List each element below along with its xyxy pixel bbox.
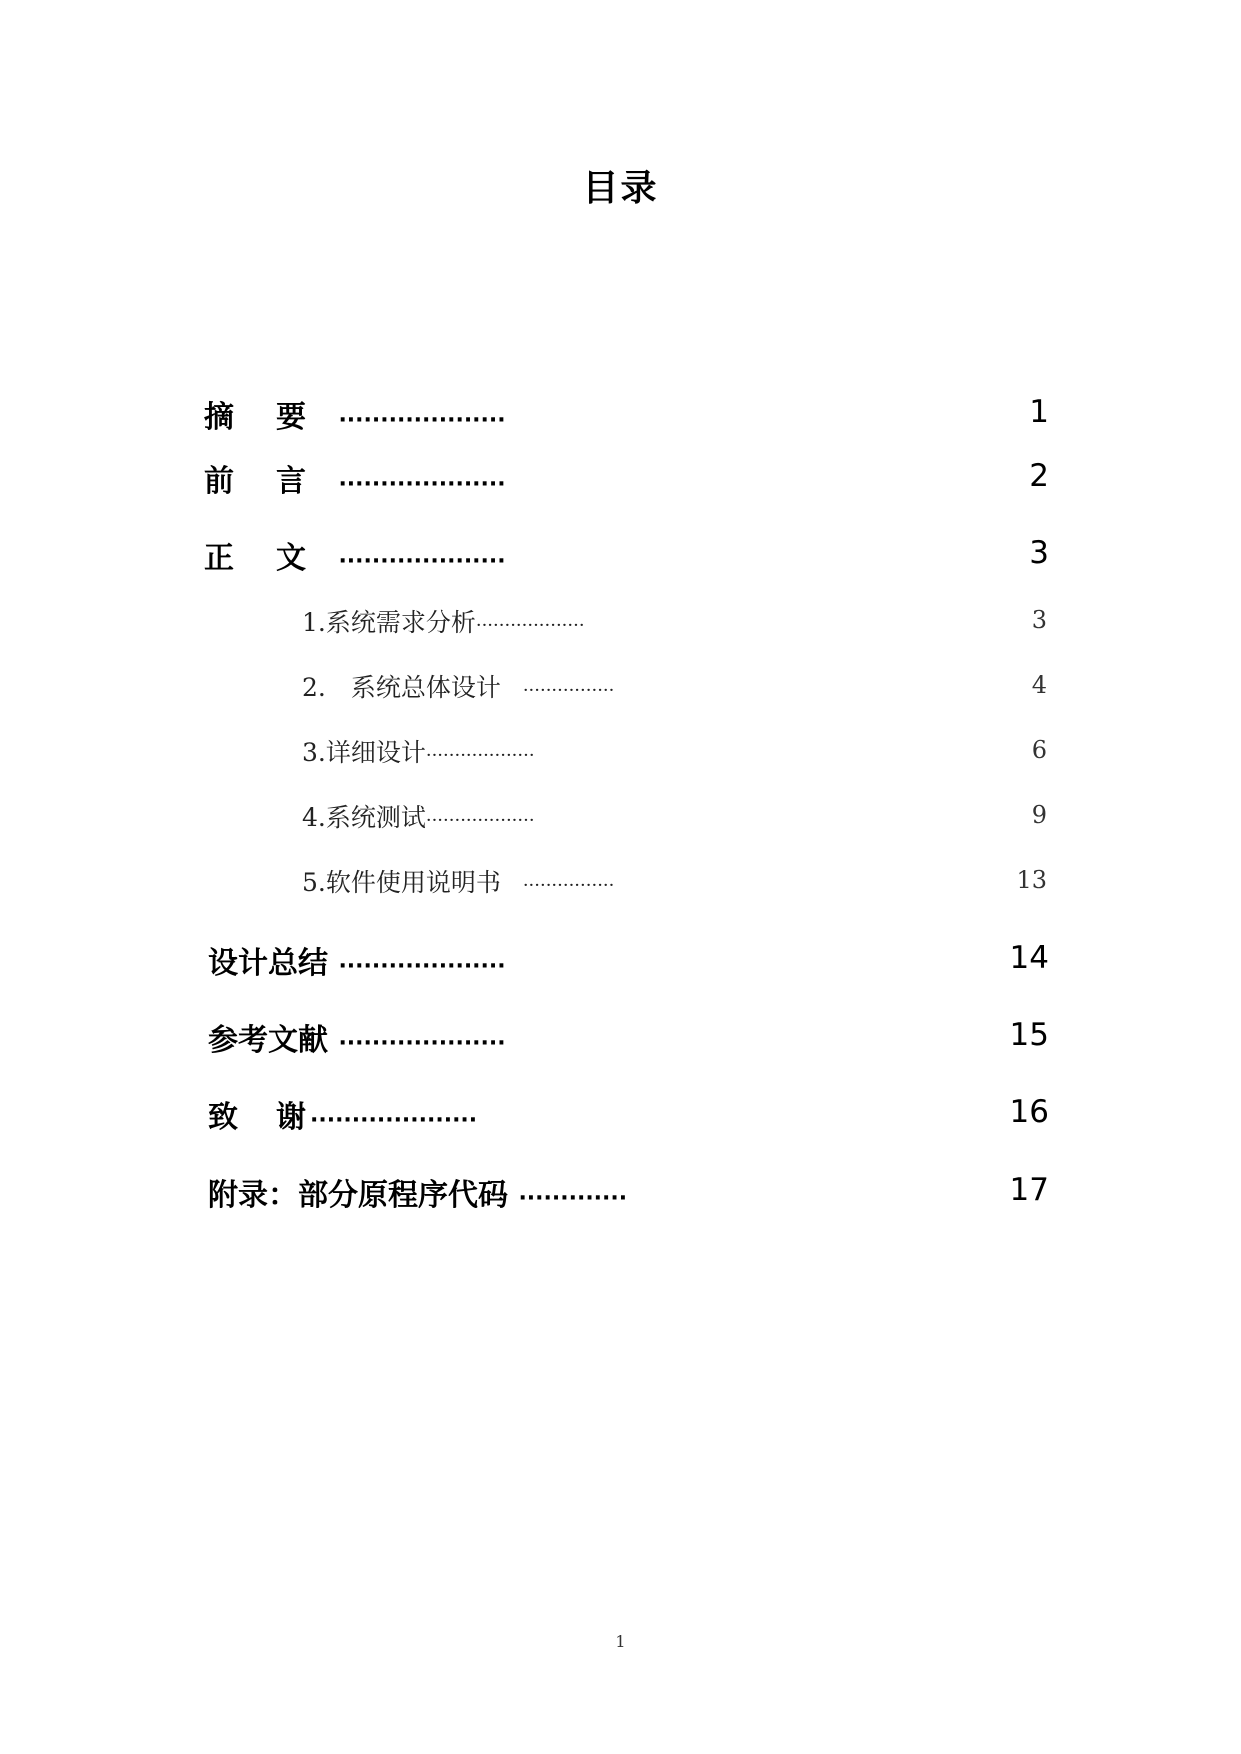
toc-page-number: 2 bbox=[1029, 458, 1049, 494]
toc-entry-preface[interactable] bbox=[204, 456, 506, 500]
toc-entry-references[interactable] bbox=[208, 1015, 506, 1059]
toc-entry-label: 摘 要 bbox=[204, 400, 312, 435]
toc-entry-main-body[interactable] bbox=[204, 533, 506, 577]
toc-page-number: 3 bbox=[1031, 606, 1047, 634]
toc-entry-acknowledgements[interactable] bbox=[208, 1092, 477, 1136]
toc-entry-label: 附录：部分原程序代码 bbox=[208, 1178, 508, 1213]
toc-page-number: 4 bbox=[1031, 671, 1047, 699]
toc-leader-dots: ················ bbox=[522, 875, 615, 896]
toc-leader-dots: ···················· bbox=[338, 408, 506, 433]
toc-page-number: 6 bbox=[1031, 736, 1047, 764]
toc-entry-label: 参考文献 bbox=[208, 1023, 328, 1058]
toc-page-number: 3 bbox=[1029, 535, 1049, 571]
toc-entry-label: 致 谢 bbox=[208, 1100, 310, 1135]
toc-entry-design-summary[interactable] bbox=[208, 938, 506, 982]
toc-page-number: 15 bbox=[1009, 1017, 1049, 1053]
toc-entry-system-testing[interactable] bbox=[302, 798, 535, 834]
toc-entry-overall-design[interactable] bbox=[302, 668, 614, 704]
toc-page-number: 1 bbox=[1029, 394, 1049, 430]
toc-leader-dots: ···················· bbox=[338, 1031, 506, 1056]
toc-entry-appendix[interactable] bbox=[208, 1170, 627, 1214]
toc-leader-dots: ············· bbox=[518, 1186, 628, 1211]
toc-entry-user-manual[interactable] bbox=[302, 863, 614, 899]
toc-entry-label: 设计总结 bbox=[208, 946, 328, 981]
toc-leader-dots: ··················· bbox=[425, 810, 535, 831]
toc-leader-dots: ···················· bbox=[310, 1108, 478, 1133]
toc-leader-dots: ··················· bbox=[425, 745, 535, 766]
toc-entry-label: 3.详细设计 bbox=[302, 738, 426, 767]
toc-entry-detailed-design[interactable] bbox=[302, 733, 535, 769]
toc-entry-label: 2. 系统总体设计 bbox=[302, 673, 501, 702]
toc-entry-label: 4.系统测试 bbox=[302, 803, 426, 832]
toc-entry-label: 正 文 bbox=[204, 541, 312, 576]
toc-page-number: 9 bbox=[1031, 801, 1047, 829]
toc-entry-label: 1.系统需求分析 bbox=[302, 608, 476, 637]
toc-entry-requirements[interactable] bbox=[302, 603, 585, 639]
page-footer-number: 1 bbox=[615, 1632, 626, 1651]
toc-entry-label: 前 言 bbox=[204, 464, 312, 499]
toc-leader-dots: ···················· bbox=[338, 954, 506, 979]
toc-entry-abstract[interactable] bbox=[204, 392, 506, 436]
toc-entry-label: 5.软件使用说明书 bbox=[302, 868, 501, 897]
toc-leader-dots: ··················· bbox=[475, 615, 585, 636]
toc-page-number: 14 bbox=[1009, 940, 1049, 976]
toc-leader-dots: ···················· bbox=[338, 549, 506, 574]
toc-leader-dots: ···················· bbox=[338, 472, 506, 497]
page-title: 目录 bbox=[582, 168, 659, 209]
toc-leader-dots: ················ bbox=[522, 680, 615, 701]
toc-page-number: 17 bbox=[1009, 1172, 1049, 1208]
toc-page-number: 13 bbox=[1016, 866, 1047, 894]
toc-page-number: 16 bbox=[1009, 1094, 1049, 1130]
